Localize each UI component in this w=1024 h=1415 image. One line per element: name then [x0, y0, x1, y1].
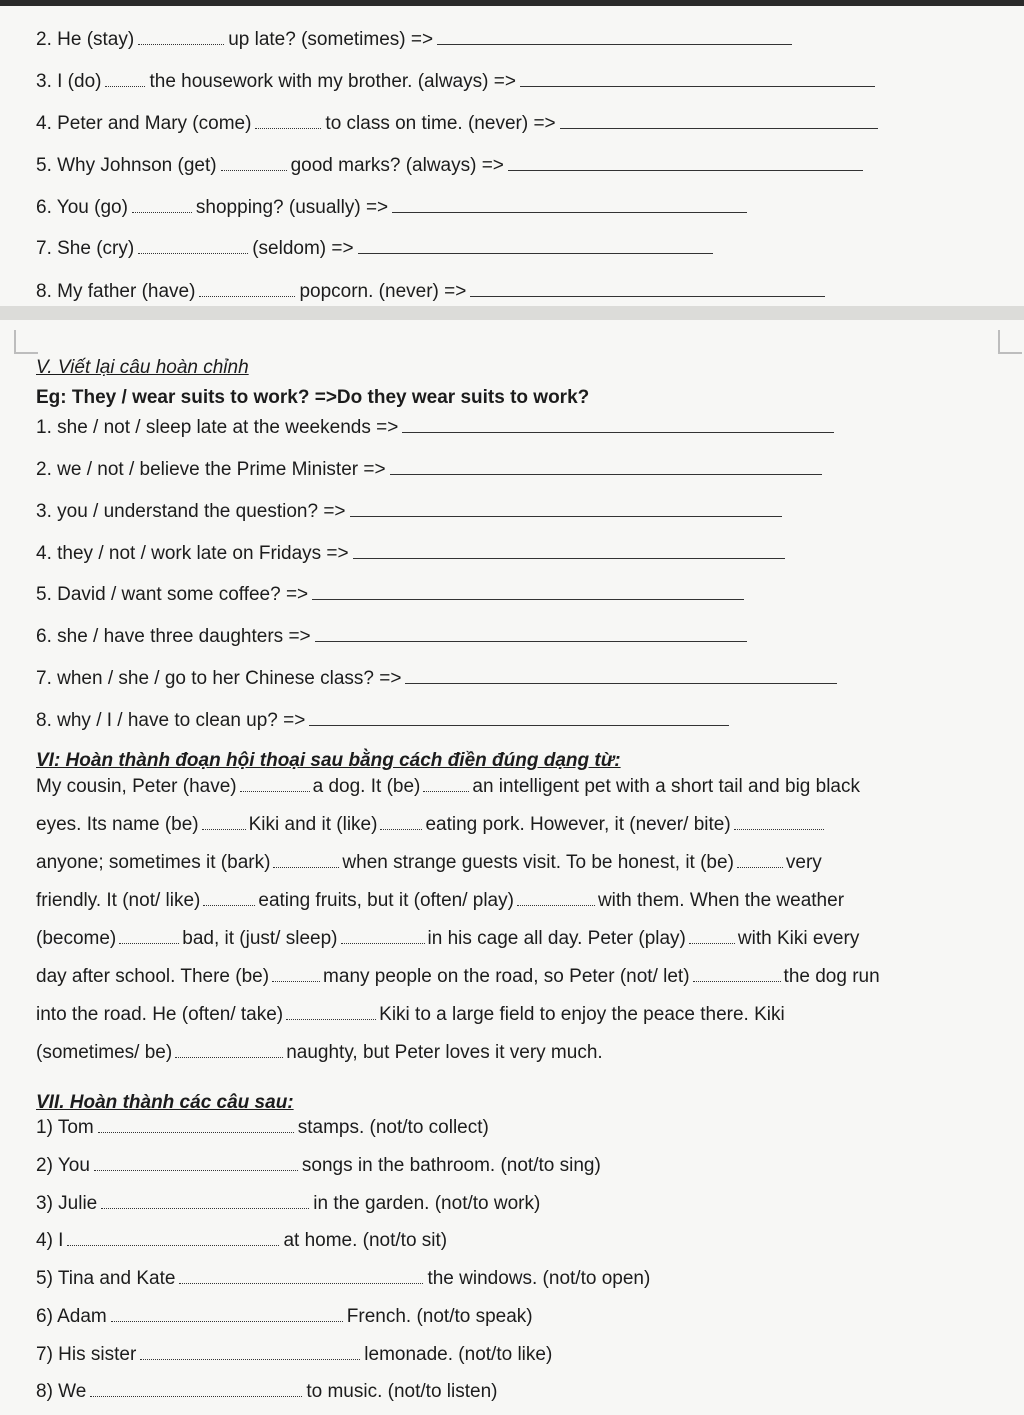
answer-blank[interactable]	[286, 1005, 376, 1020]
answer-blank[interactable]	[380, 815, 422, 830]
answer-blank[interactable]	[138, 30, 224, 45]
answer-blank[interactable]	[175, 1043, 283, 1058]
answer-line[interactable]	[353, 542, 785, 559]
answer-line[interactable]	[508, 154, 863, 171]
complete-item: 8) We to music. (not/to listen)	[36, 1381, 498, 1402]
rewrite-item: 6. she / have three daughters =>	[36, 625, 747, 649]
answer-blank[interactable]	[272, 967, 320, 982]
complete-item: 3) Julie in the garden. (not/to work)	[36, 1193, 541, 1214]
answer-blank[interactable]	[119, 929, 179, 944]
answer-line[interactable]	[437, 28, 792, 45]
answer-line[interactable]	[405, 667, 837, 684]
exercise-item: 6. You (go) shopping? (usually) =>	[36, 196, 747, 220]
passage-line: into the road. He (often/ take) Kiki to a large field to enjoy the peace there. Kiki	[36, 1004, 785, 1025]
passage-line: anyone; sometimes it (bark) when strange guests visit. To be honest, it (be) very	[36, 852, 822, 873]
answer-blank[interactable]	[179, 1269, 423, 1284]
answer-blank[interactable]	[199, 282, 295, 297]
passage-line: eyes. Its name (be) Kiki and it (like) eating pork. However, it (never/ bite)	[36, 806, 827, 844]
rewrite-item: 8. why / I / have to clean up? =>	[36, 709, 729, 733]
answer-blank[interactable]	[90, 1382, 302, 1397]
answer-line[interactable]	[315, 625, 747, 642]
rewrite-item: 2. we / not / believe the Prime Minister =>	[36, 458, 822, 482]
answer-line[interactable]	[312, 583, 744, 600]
answer-line[interactable]	[390, 458, 822, 475]
passage-line: (become) bad, it (just/ sleep) in his cage all day. Peter (play) with Kiki every	[36, 928, 860, 949]
complete-item: 1) Tom stamps. (not/to collect)	[36, 1117, 489, 1138]
answer-line[interactable]	[358, 237, 713, 254]
complete-item: 7) His sister lemonade. (not/to like)	[36, 1344, 553, 1365]
rewrite-item: 5. David / want some coffee? =>	[36, 583, 744, 607]
answer-line[interactable]	[350, 500, 782, 517]
exercise-item: 5. Why Johnson (get) good marks? (always) =>	[36, 154, 863, 178]
exercise-item: 3. I (do) the housework with my brother. (always) =>	[36, 70, 875, 94]
exercise-item: 8. My father (have) popcorn. (never) =>	[36, 280, 825, 304]
answer-blank[interactable]	[203, 891, 255, 906]
answer-line[interactable]	[309, 709, 729, 726]
page-corner-mark-left	[14, 330, 38, 354]
answer-blank[interactable]	[734, 815, 824, 830]
complete-item: 2) You songs in the bathroom. (not/to sing)	[36, 1155, 601, 1176]
answer-blank[interactable]	[693, 967, 781, 982]
answer-line[interactable]	[560, 112, 878, 129]
complete-item: 6) Adam French. (not/to speak)	[36, 1306, 533, 1327]
answer-line[interactable]	[402, 416, 834, 433]
rewrite-item: 1. she / not / sleep late at the weekends =>	[36, 416, 834, 440]
answer-blank[interactable]	[240, 777, 310, 792]
answer-blank[interactable]	[105, 72, 145, 87]
answer-blank[interactable]	[689, 929, 735, 944]
rewrite-item: 4. they / not / work late on Fridays =>	[36, 542, 785, 566]
answer-blank[interactable]	[94, 1156, 298, 1171]
answer-blank[interactable]	[341, 929, 425, 944]
answer-line[interactable]	[470, 280, 825, 297]
answer-blank[interactable]	[140, 1345, 360, 1360]
rewrite-item: 7. when / she / go to her Chinese class? =>	[36, 667, 837, 691]
answer-blank[interactable]	[517, 891, 595, 906]
section-7-title: VII. Hoàn thành các câu sau:	[36, 1092, 294, 1113]
rewrite-item: 3. you / understand the question? =>	[36, 500, 782, 524]
answer-blank[interactable]	[111, 1307, 343, 1322]
answer-blank[interactable]	[423, 777, 469, 792]
answer-blank[interactable]	[255, 114, 321, 129]
passage-line: day after school. There (be) many people on the road, so Peter (not/ let) the dog run	[36, 966, 880, 987]
answer-blank[interactable]	[221, 156, 287, 171]
complete-item: 4) I at home. (not/to sit)	[36, 1230, 448, 1251]
page-gap	[0, 306, 1024, 320]
passage-line: (sometimes/ be) naughty, but Peter loves it very much.	[36, 1042, 603, 1063]
answer-blank[interactable]	[273, 853, 339, 868]
passage-line: My cousin, Peter (have) a dog. It (be) an intelligent pet with a short tail and big black	[36, 776, 861, 797]
exercise-item: 4. Peter and Mary (come) to class on time. (never) =>	[36, 112, 878, 136]
answer-blank[interactable]	[132, 198, 192, 213]
answer-blank[interactable]	[67, 1231, 279, 1246]
answer-blank[interactable]	[202, 815, 246, 830]
section-5-title: V. Viết lại câu hoàn chỉnh	[36, 357, 249, 378]
exercise-item: 7. She (cry) (seldom) =>	[36, 237, 713, 261]
section-5-example: Eg: They / wear suits to work? =>Do they wear suits to work?	[36, 387, 590, 408]
section-6-title: VI: Hoàn thành đoạn hội thoại sau bằng cách điền đúng dạng từ:	[36, 750, 621, 771]
answer-blank[interactable]	[98, 1118, 294, 1133]
answer-line[interactable]	[520, 70, 875, 87]
answer-blank[interactable]	[737, 853, 783, 868]
answer-blank[interactable]	[101, 1194, 309, 1209]
complete-item: 5) Tina and Kate the windows. (not/to open)	[36, 1268, 651, 1289]
page-corner-mark-right	[998, 330, 1022, 354]
answer-blank[interactable]	[138, 239, 248, 254]
exercise-item: 2. He (stay) up late? (sometimes) =>	[36, 28, 792, 52]
passage-line: friendly. It (not/ like) eating fruits, but it (often/ play) with them. When the weather	[36, 890, 845, 911]
answer-line[interactable]	[392, 196, 747, 213]
